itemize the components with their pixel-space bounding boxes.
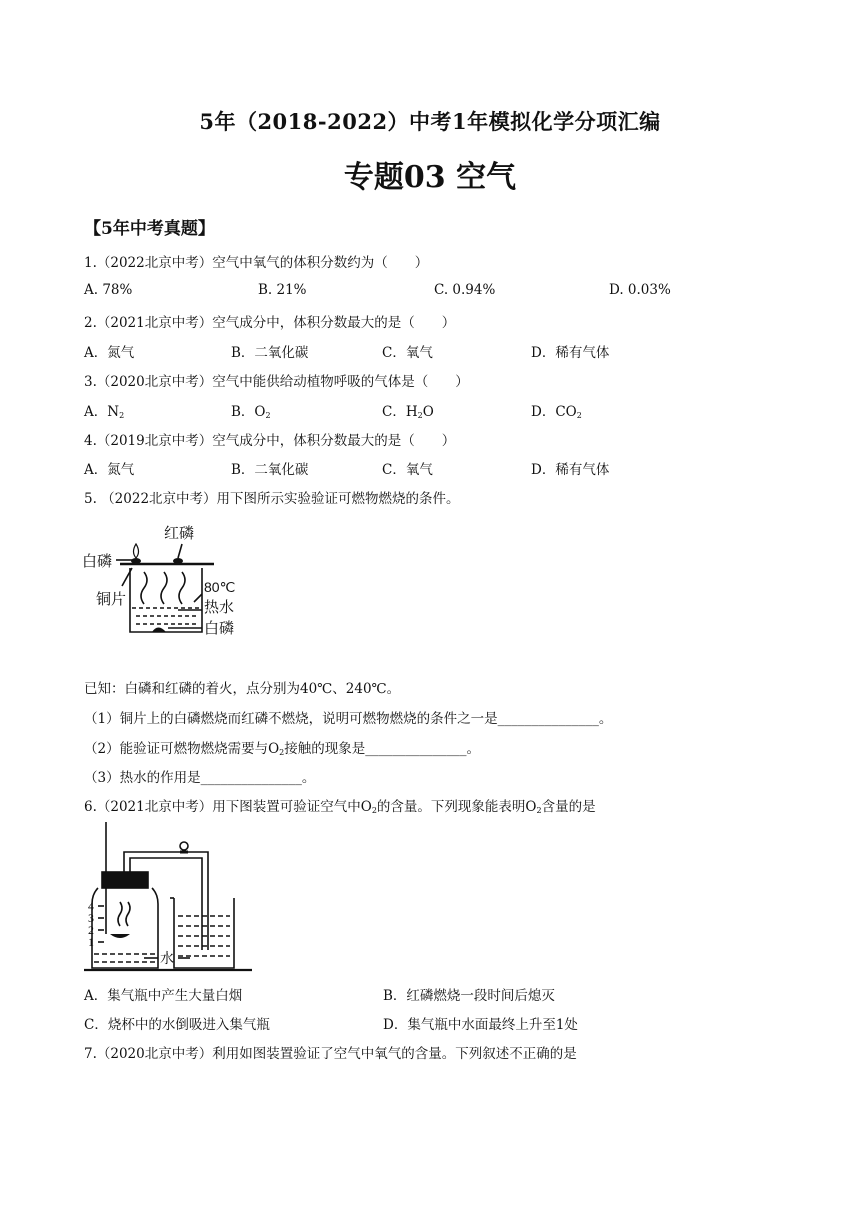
question-5-sub-3: （3）热水的作用是_______________。 [84,770,316,786]
question-5-known: 已知：白磷和红磷的着火，点分别为40℃、240℃。 [84,681,401,697]
question-1-stem: 1.（2022北京中考）空气中氧气的体积分数约为（ ） [84,255,429,271]
combustion-apparatus-diagram [82,520,252,645]
question-3-option-d: D．$CO_2$ [531,404,582,420]
question-1-option-d: D. 0.03% [609,282,671,298]
label-white-phosphorus-top: 白磷 [82,553,113,570]
question-4-option-b: B．二氧化碳 [231,462,309,478]
question-2-option-d: D．稀有气体 [531,345,610,361]
question-6-option-c: C．烧杯中的水倒吸进入集气瓶 [84,1017,270,1033]
question-6-stem: 6.（2021北京中考）用下图装置可验证空气中$O_2$的含量。下列现象能表明$O_2$含量的是 [84,799,596,815]
label-copper-sheet: 铜片 [96,591,127,608]
label-red-phosphorus: 红磷 [164,525,195,542]
label-water: 水 [160,950,174,966]
document-title: 5年（2018-2022）中考1年模拟化学分项汇编 [199,109,661,134]
oxygen-content-figure [84,822,254,974]
scale-mark-4: 4 [88,899,94,913]
question-3-option-b: B．$O_2$ [231,404,271,420]
question-2-stem: 2.（2021北京中考）空气成分中，体积分数最大的是（ ） [84,315,456,331]
question-6-option-d: D．集气瓶中水面最终上升至1处 [383,1017,578,1033]
question-4-stem: 4.（2019北京中考）空气成分中，体积分数最大的是（ ） [84,433,456,449]
combustion-experiment-figure [82,520,252,645]
label-white-phosphorus-bottom: 白磷 [204,620,235,637]
scale-mark-2: 2 [88,923,94,937]
question-2-option-c: C．氧气 [382,345,433,361]
question-5-sub-1: （1）铜片上的白磷燃烧而红磷不燃烧，说明可燃物燃烧的条件之一是_______________。 [84,711,613,727]
scale-mark-3: 3 [88,911,94,925]
scale-mark-1: 1 [88,935,94,949]
label-hot-water: 热水 [204,599,235,616]
section-heading: 【5年中考真题】 [84,219,215,239]
question-3-option-c: C．$H_2O$ [382,404,434,420]
question-6-option-b: B．红磷燃烧一段时间后熄灭 [383,988,555,1004]
question-6-option-a: A．集气瓶中产生大量白烟 [84,988,243,1004]
question-4-option-a: A．氮气 [84,462,135,478]
question-5-stem: 5. （2022北京中考）用下图所示实验验证可燃物燃烧的条件。 [84,491,460,507]
question-7-stem: 7.（2020北京中考）利用如图装置验证了空气中氧气的含量。下列叙述不正确的是 [84,1046,577,1062]
question-3-option-a: A．$N_2$ [84,404,125,420]
label-temperature: 80℃ [204,579,236,595]
topic-title: 专题03 空气 [343,160,517,195]
gas-bottle-apparatus-diagram [84,822,254,974]
question-2-option-b: B．二氧化碳 [231,345,309,361]
question-4-option-c: C．氧气 [382,462,433,478]
question-5-sub-2: （2）能验证可燃物燃烧需要与$O_2$接触的现象是_______________。 [84,741,481,757]
question-2-option-a: A．氮气 [84,345,135,361]
question-1-option-a: A. 78% [84,282,133,298]
question-4-option-d: D．稀有气体 [531,462,610,478]
question-1-option-c: C. 0.94% [434,282,496,298]
question-1-option-b: B. 21% [258,282,307,298]
question-3-stem: 3.（2020北京中考）空气中能供给动植物呼吸的气体是（ ） [84,374,469,390]
